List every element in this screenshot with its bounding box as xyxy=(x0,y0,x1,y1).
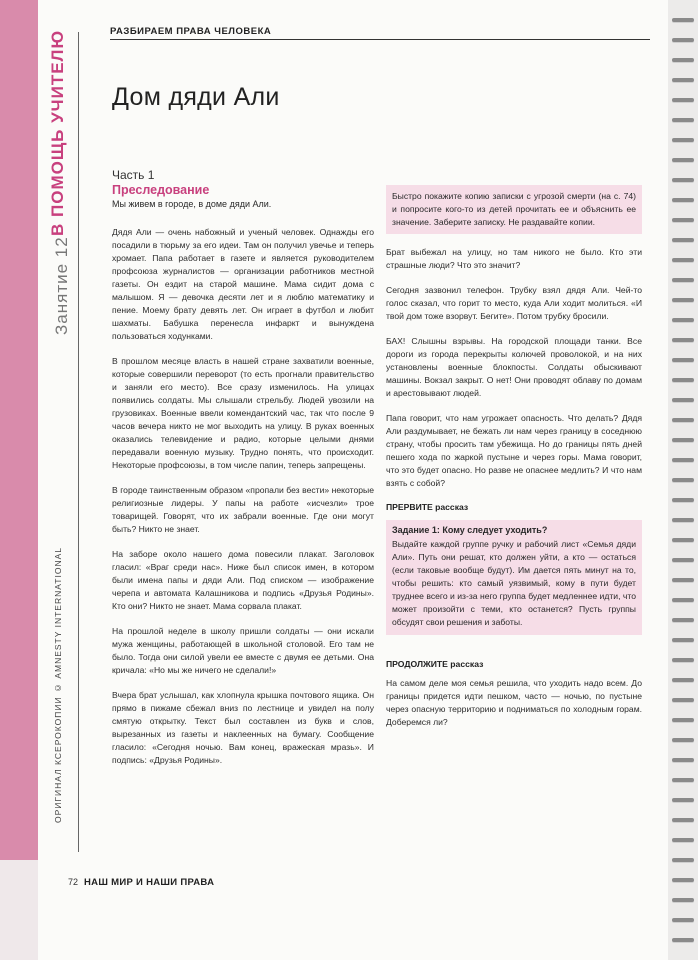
story-paragraph: Брат выбежал на улицу, но там никого не было. Кто эти страшные люди? Что это значит? xyxy=(386,247,642,270)
lesson-topic: В ПОМОЩЬ УЧИТЕЛЮ xyxy=(48,30,67,237)
page-title: Дом дяди Али xyxy=(112,82,280,111)
binding-ring xyxy=(672,318,694,322)
book-title: НАШ МИР И НАШИ ПРАВА xyxy=(84,877,215,888)
binding-ring xyxy=(672,398,694,402)
teacher-note-box: Быстро покажите копию записки с угрозой смерти (на с. 74) и попросите кого-то из детей прочитать ее и объяснить ее значение. Заберите записку. Не раздавайте копии. xyxy=(386,185,642,234)
story-paragraph: Вчера брат услышал, как хлопнула крышка почтового ящика. Он прямо в пижаме сбежал вниз по лестнице и увидел на полу смятую открытку. Текст был составлен из букв и слов, вырезанных из газеты и наклеенных на бумагу. Сообщение гласило: «Сегодня ночью. Вам конец, вражеская мразь». И подпись: «Друзья Родины». xyxy=(112,690,374,765)
story-paragraph: На прошлой неделе в школу пришли солдаты — они искали мужа женщины, работающей в школьной столовой. Его там не было. Тогда они силой увели ее вместе с двумя ее детьми. Она кричала: «Но мы же ничего не сделали!» xyxy=(112,626,374,675)
interrupt-heading: ПРЕРВИТЕ рассказ xyxy=(386,502,469,512)
task-box xyxy=(386,520,642,635)
binding-ring xyxy=(672,698,694,702)
lesson-side-label xyxy=(44,30,72,335)
binding-ring xyxy=(672,798,694,802)
task-text: Выдайте каждой группе ручку и рабочий лист «Семья дяди Али». Путь они решат, кто должен уйти, а кто — остаться (если таковые вообще будут). Им дается пять минут на то, чтобы решить: кто самый уязвимый, кому в пути будет труднее всего и из-за него группа будет медленнее идти, что может произойти с теми, кто останется? Пусть группы обсудят свои решения и заботы. xyxy=(392,539,636,627)
left-column xyxy=(112,226,374,779)
binding-ring xyxy=(672,38,694,42)
story-paragraph: Дядя Али — очень набожный и ученый человек. Однажды его посадили в тюрьму за его идеи. Там он получил увечье и теперь хромает. Папа работает в газете и является руководителем профсоюза журналистов — организации работников местной газеты. Он ездит на старой машине. Мама сидит дома с малышом. Я — девочка десяти лет и я люблю математику и пение. Моему брату девять лет. Он играет в футбол и любит шахматы. Бабушка перенесла инфаркт и вынуждена пользоваться ходунками. xyxy=(112,227,374,341)
binding-ring xyxy=(672,818,694,822)
right-column xyxy=(386,185,642,741)
binding-ring xyxy=(672,378,694,382)
binding-ring xyxy=(672,718,694,722)
binding-ring xyxy=(672,178,694,182)
binding-ring xyxy=(672,898,694,902)
binding-ring xyxy=(672,458,694,462)
binding-ring xyxy=(672,878,694,882)
binding-ring xyxy=(672,118,694,122)
binding-ring xyxy=(672,618,694,622)
binding-ring xyxy=(672,258,694,262)
binding-ring xyxy=(672,758,694,762)
binding-ring xyxy=(672,558,694,562)
page-number: 72 xyxy=(68,877,79,887)
binding-ring xyxy=(672,18,694,22)
binding-ring xyxy=(672,918,694,922)
binding-ring xyxy=(672,358,694,362)
binding-ring xyxy=(672,778,694,782)
binding-ring xyxy=(672,678,694,682)
binding-ring xyxy=(672,938,694,942)
binding-ring xyxy=(672,198,694,202)
story-paragraph: Сегодня зазвонил телефон. Трубку взял дядя Али. Чей-то голос сказал, что горит то место, куда Али ходит молиться. «И твой дом тоже взорвут. Бегите». Потом трубку бросили. xyxy=(386,285,642,321)
part-title: Преследование xyxy=(112,183,210,197)
binding-ring xyxy=(672,78,694,82)
spiral-binding xyxy=(668,0,698,960)
binding-ring xyxy=(672,298,694,302)
part-number: Часть 1 xyxy=(112,168,155,182)
story-paragraph: Папа говорит, что нам угрожает опасность. Что делать? Дядя Али раздумывает, не бежать ли нам через границу в соседнюю страну, чтобы просить там убежища. Но до границы пять дней пешего хода по жаркой пустыне и через горы. Мама говорит, что это будет опасно. Но разве не опаснее медлить? И что нам взять с собой? xyxy=(386,413,642,488)
part-lead: Мы живем в городе, в доме дяди Али. xyxy=(112,199,272,209)
binding-ring xyxy=(672,538,694,542)
binding-ring xyxy=(672,158,694,162)
binding-ring xyxy=(672,658,694,662)
story-paragraph: БАХ! Слышны взрывы. На городской площади танки. Все дороги из города перекрыты колючей проволокой, и на них установлены военные блокпосты. Солдаты обыскивают машины. Вокзал закрыт. О нет! Они проводят облаву по домам и арестовывают людей. xyxy=(386,336,642,398)
binding-ring xyxy=(672,478,694,482)
lower-margin xyxy=(0,860,38,960)
binding-ring xyxy=(672,278,694,282)
section-header: РАЗБИРАЕМ ПРАВА ЧЕЛОВЕКА xyxy=(110,26,272,37)
binding-ring xyxy=(672,738,694,742)
story-paragraph: В городе таинственным образом «пропали без вести» некоторые религиозные лидеры. У папы на работе «исчезли» трое товарищей. Говорят, что их забрали военные. Где они могут быть? Никто не знает. xyxy=(112,485,374,534)
binding-ring xyxy=(672,218,694,222)
vertical-divider xyxy=(78,32,79,852)
header-rule xyxy=(110,39,650,40)
binding-ring xyxy=(672,518,694,522)
binding-ring xyxy=(672,338,694,342)
binding-ring xyxy=(672,138,694,142)
binding-ring xyxy=(672,98,694,102)
binding-ring xyxy=(672,838,694,842)
task-title: Задание 1: Кому следует уходить? xyxy=(392,525,548,535)
continue-heading: ПРОДОЛЖИТЕ рассказ xyxy=(386,659,484,669)
lesson-number: Занятие 12 xyxy=(52,236,71,335)
binding-ring xyxy=(672,638,694,642)
binding-ring xyxy=(672,598,694,602)
binding-ring xyxy=(672,418,694,422)
pink-margin-band xyxy=(0,0,38,860)
binding-ring xyxy=(672,498,694,502)
binding-ring xyxy=(672,438,694,442)
binding-ring xyxy=(672,858,694,862)
copyright-side-label: ОРИГИНАЛ КСЕРОКОПИИ © AMNESTY INTERNATIONAL xyxy=(53,547,63,823)
binding-ring xyxy=(672,58,694,62)
binding-ring xyxy=(672,578,694,582)
story-paragraph: На заборе около нашего дома повесили плакат. Заголовок гласил: «Враг среди нас». Ниже был список имен, в котором были имена папы и дяди Али. Под списком — изображение черепа и автомата Калашникова и подпись «Друзья Родины». Кто они? Никто не знает. Мама сорвала плакат. xyxy=(112,549,374,611)
story-paragraph: На самом деле моя семья решила, что уходить надо всем. До границы придется идти пешком, часто — ночью, по пустыне через опасную территорию и подниматься по холодным горам. Доберемся ли? xyxy=(386,678,642,727)
binding-ring xyxy=(672,238,694,242)
story-paragraph: В прошлом месяце власть в нашей стране захватили военные, которые совершили переворот (то есть прогнали правительство и заняли его место). Все сразу изменилось. На улицах появились солдаты. Мы слышали стрельбу. Людей увозили на грузовиках. Военные ввели комендантский час, так что после 9 часов вечера никто не мог выходить на улицу. В руках военных оказались телевидение и радио, которые целыми днями передавали военную музыку. Трудно понять, что происходит. Некоторые профсоюзы, в том числе папин, теперь запрещены. xyxy=(112,356,374,470)
